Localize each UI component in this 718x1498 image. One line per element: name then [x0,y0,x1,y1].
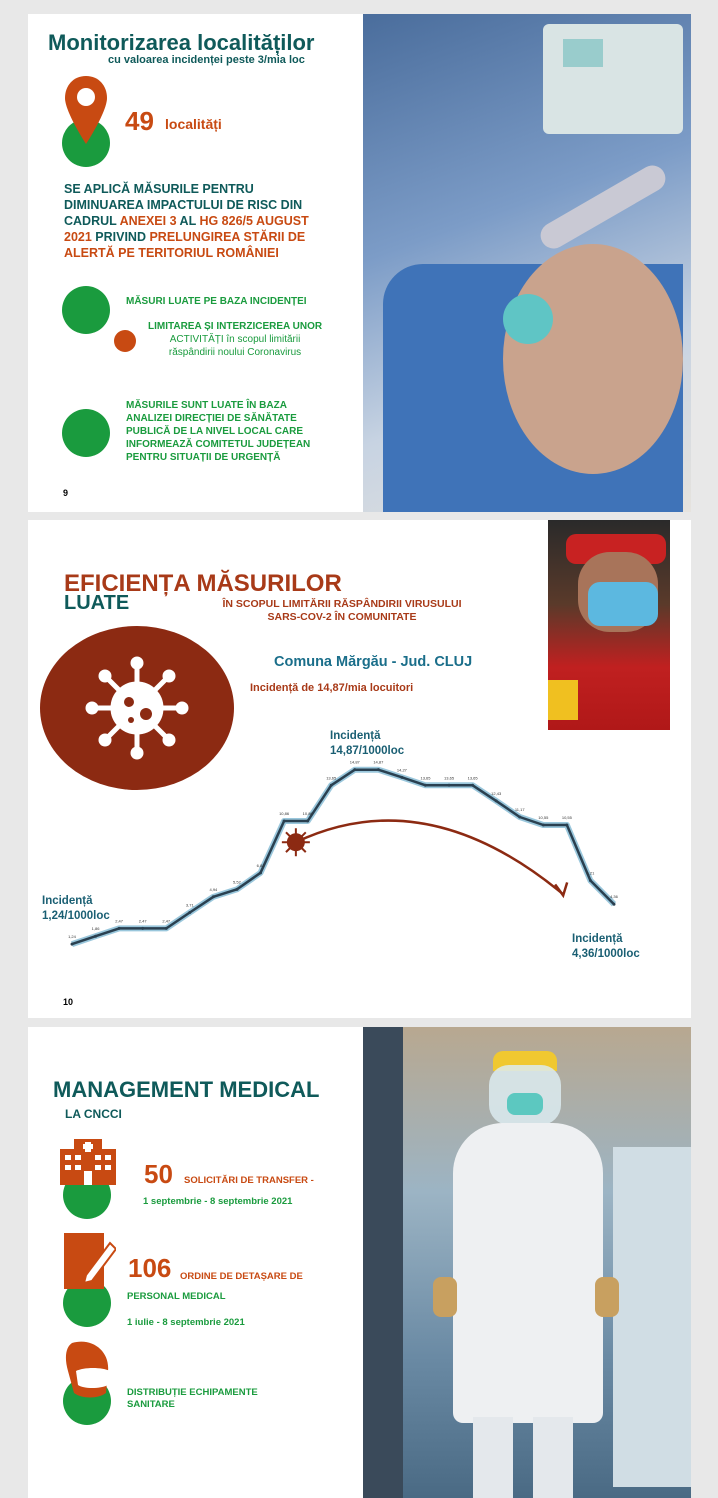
start-incidence-label: Incidență 1,24/1000loc [42,895,110,922]
data-label: 4,36 [610,894,618,900]
data-label: 13,65 [467,775,478,781]
data-point [471,784,474,787]
detachment-label: ORDINE DE DETAȘARE DE [180,1271,303,1282]
slide-eficienta [28,520,691,1018]
slide2-subtitle: ÎN SCOPUL LIMITĂRII RĂSPÂNDIRII VIRUSULUI SARS-COV-2 ÎN COMUNITATE [222,598,462,623]
left-glove [433,1277,457,1317]
trend-arrow-head [555,882,567,895]
data-label: 13,65 [444,775,455,781]
data-label: 14,87 [373,759,384,765]
data-point [518,816,521,819]
transfer-count: 50 [144,1159,173,1189]
green-circle [62,409,110,457]
transfer-date: 1 septembrie - 8 septembrie 2021 [143,1196,293,1207]
hospital-building-icon [60,1139,116,1185]
measures-paragraph: SE APLICĂ MĂSURILE PENTRU DIMINUAREA IMPACTULUI DE RISC DIN CADRUL ANEXEI 3 AL HG 826/5 AUGUST 2021 PRIVIND PRELUNGIREA STĂRII DE ALERTĂ PE TERITORIUL ROMÂNIEI [64,182,309,260]
detachment-date: 1 iulie - 8 septembrie 2021 [127,1317,245,1328]
transfer-label: SOLICITĂRI DE TRANSFER - [184,1175,314,1186]
slide3-subtitle: LA CNCCI [65,1107,122,1121]
data-label: 4,94 [209,886,218,892]
right-glove [595,1277,619,1317]
virus-small-icon [282,828,310,856]
detachment-count: 106 [128,1253,172,1283]
slide-management [28,1027,691,1498]
green-circle [62,286,110,334]
peak-incidence-label: Incidență 14,87/1000loc [330,730,405,757]
ventilator-mask [503,294,553,344]
document-pen-icon [64,1233,116,1291]
page-number: 10 [63,997,74,1007]
data-label: 6,81 [256,862,265,868]
localities-count: 49 [125,106,154,136]
data-point [94,935,97,938]
protective-suit [453,1123,603,1423]
medical-cart [613,1147,691,1487]
data-label: 5,52 [233,879,241,885]
bullet-analysis: MĂSURILE SUNT LUATE ÎN BAZA ANALIZEI DIRECȚIEI DE SĂNĂTATE PUBLICĂ DE LA NIVEL LOCAL CARE INFORMEAZĂ COMITETUL JUDEȚEAN PENTRU SITUAȚII DE URGENȚĂ [126,400,311,463]
corridor-wall [363,1027,403,1498]
incidence-label: Incidență de 14,87/mia locuitori [250,682,414,694]
data-point [141,927,144,930]
slide2-title-line2: LUATE [64,592,130,614]
data-label: 11,17 [514,807,525,813]
rescuer-photo [548,520,670,730]
data-label: 12,43 [491,790,502,796]
data-point [118,927,121,930]
data-point [542,823,545,826]
data-point [400,776,403,779]
data-label: 13,65 [326,775,337,781]
data-label: 10,55 [561,814,572,820]
data-label: 10,86 [302,810,313,816]
bullet-incidence: MĂSURI LUATE PE BAZA INCIDENȚEI [126,296,307,307]
icu-patient-photo [363,14,691,512]
data-label: 2,47 [162,918,171,924]
data-point [306,819,309,822]
data-label: 1,24 [68,934,76,940]
left-leg [473,1417,513,1498]
data-label: 2,47 [115,918,124,924]
data-point [212,895,215,898]
data-label: 14,27 [396,767,407,773]
data-label: 2,47 [138,918,147,924]
face-mask [588,582,658,626]
patient-face [503,244,683,474]
ventilator-tube [536,161,670,254]
data-point [235,888,238,891]
data-label: 14,87 [349,759,360,765]
data-point [71,943,74,946]
slide1-title: Monitorizarea localităților [48,30,315,55]
slide1-subtitle: cu valoarea incidenței peste 3/mia loc [108,54,305,66]
data-point [259,871,262,874]
series-line [72,770,614,944]
face-mask-icon [62,1341,114,1401]
data-label: 10,55 [538,814,549,820]
data-point [188,911,191,914]
data-point [165,927,168,930]
data-label: 13,65 [420,775,431,781]
series-line-glow [72,770,614,944]
end-incidence-label: Incidență 4,36/1000loc [572,933,640,960]
bullet-limitation: LIMITAREA ȘI INTERZICEREA UNOR ACTIVITĂȚI în scopul limitării răspândirii noului Coronavirus [148,321,323,358]
data-label: 6,21 [586,870,595,876]
slide-monitorizare [28,14,691,512]
trend-arrow [296,821,562,894]
data-point [565,823,568,826]
data-point [448,784,451,787]
page-number: 9 [63,488,69,498]
detachment-label-line2: PERSONAL MEDICAL [127,1291,226,1302]
orange-dot [114,330,136,352]
data-label: 1,86 [91,926,100,932]
data-point [330,784,333,787]
medic-mask [507,1093,543,1115]
location-pin-icon [63,74,109,146]
data-label: 10,86 [279,810,290,816]
data-point [495,799,498,802]
data-label: 3,71 [185,902,194,908]
data-point [589,879,592,882]
slide2-title: EFICIENȚA MĂSURILOR [64,570,342,597]
data-point [377,768,380,771]
slide3-title: MANAGEMENT MEDICAL [53,1077,320,1102]
uniform-patch [548,680,578,720]
monitor-screen [563,39,603,67]
data-point [353,768,356,771]
data-point [613,903,616,906]
localities-label: localități [165,116,222,132]
medic-ppe-photo [363,1027,691,1498]
right-leg [533,1417,573,1498]
data-point [283,819,286,822]
data-point [424,784,427,787]
location-label: Comuna Mărgău - Jud. CLUJ [274,654,473,670]
equipment-label: DISTRIBUȚIE ECHIPAMENTE SANITARE [127,1387,258,1410]
